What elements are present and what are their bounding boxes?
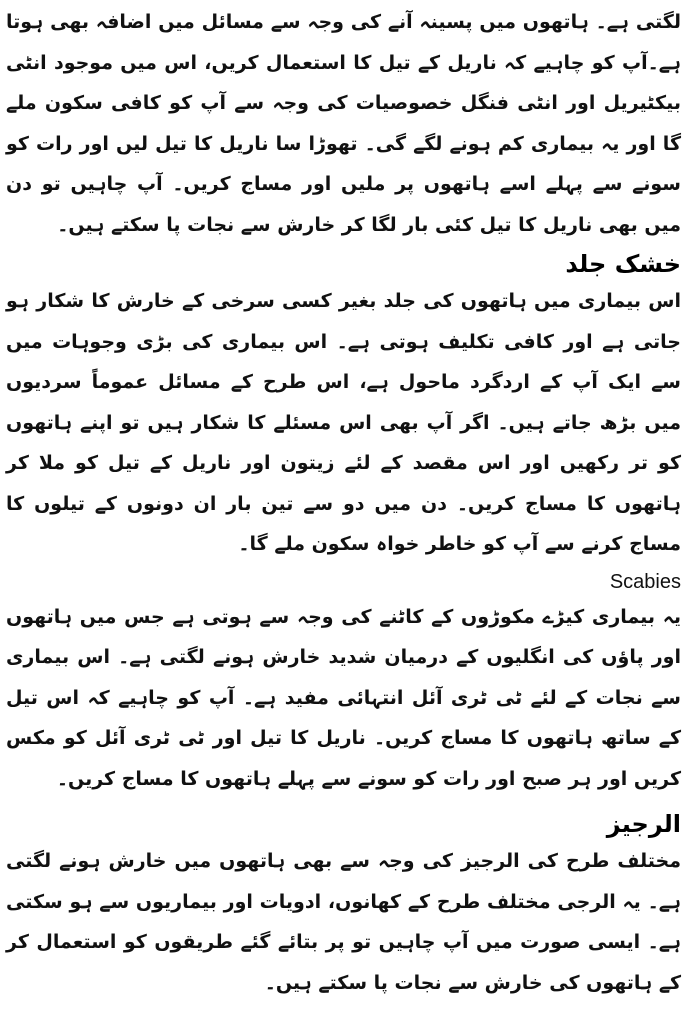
dry-skin-section bbox=[6, 247, 681, 565]
scabies-heading: Scabies bbox=[609, 570, 681, 593]
allergy-paragraph: مختلف طرح کی الرجیز کی وجہ سے بھی ہاتھوں میں خارش ہونے لگتی ہے۔ یہ الرجی مختلف طرح کے کھانوں، ادویات اور بیماریوں سے ہو سکتی ہے۔ ایسی صورت میں آپ چاہیں تو پر بتائے گئے طریقوں کو استعمال کر کے ہاتھوں کی خارش سے نجات پا سکتے ہیں۔ bbox=[6, 850, 681, 994]
allergy-section bbox=[6, 807, 681, 1003]
scabies-paragraph: یہ بیماری کیڑے مکوڑوں کے کاٹنے کی وجہ سے ہوتی ہے جس میں ہاتھوں اور پاؤں کی انگلیوں کے درمیان شدید خارش ہونے لگتی ہے۔ اس بیماری سے نجات کے لئے ٹی ٹری آئل انتہائی مفید ہے۔ آپ کو چاہیے کہ اس تیل کے ساتھ ہاتھوں کا مساج کریں۔ ناریل کا تیل اور ٹی ٹری آئل کو مکس کریں اور ہر صبح اور رات کو سونے سے پہلے ہاتھوں کا مساج کریں۔ bbox=[6, 605, 681, 790]
scabies-section bbox=[6, 567, 681, 800]
allergy-heading: الرجیز bbox=[606, 810, 681, 838]
dry-skin-paragraph: اس بیماری میں ہاتھوں کی جلد بغیر کسی سرخی کے خارش کا شکار ہو جاتی ہے اور کافی تکلیف ہوتی ہے۔ اس بیماری کی بڑی وجوہات میں سے ایک آپ کے اردگرد ماحول ہے، اس طرح کے مسائل عموماً سردیوں میں بڑھ جاتے ہیں۔ اگر آپ بھی اس مسئلے کا شکار ہیں تو اپنے ہاتھوں کو تر رکھیں اور اس مقصد کے لئے زیتون اور ناریل کے تیل کو ملا کر ہاتھوں کا مساج کریں۔ دن میں دو سے تین بار ان دونوں کے تیلوں کا مساج کرنے سے آپ کو خاطر خواہ سکون ملے گا۔ bbox=[6, 290, 681, 555]
dry-skin-heading: خشک جلد bbox=[565, 250, 681, 278]
intro-paragraph: لگتی ہے۔ ہاتھوں میں پسینہ آنے کی وجہ سے مسائل میں اضافہ بھی ہوتا ہے۔آپ کو چاہیے کہ ناریل کے تیل کا استعمال کریں، اس میں موجود انٹی بیکٹیریل اور انٹی فنگل خصوصیات کی وجہ سے آپ کو کافی سکون ملے گا اور یہ بیماری کم ہونے لگے گی۔ تھوڑا سا ناریل کا تیل لیں اور رات کو سونے سے پہلے اسے ہاتھوں پر ملیں اور مساج کریں۔ آپ چاہیں تو دن میں بھی ناریل کا تیل کئی بار لگا کر خارش سے نجات پا سکتے ہیں۔ bbox=[6, 11, 681, 236]
intro-section bbox=[6, 2, 681, 245]
